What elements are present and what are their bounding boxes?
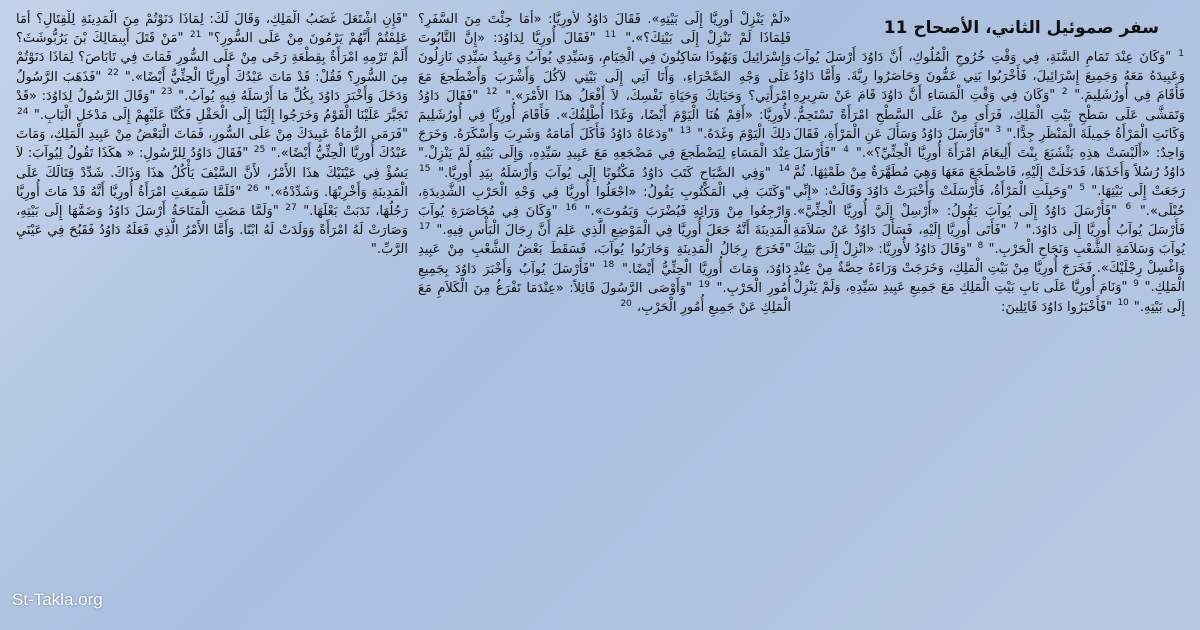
verse-number: 26 [247, 183, 259, 194]
verse-text: "وَدَعَاهُ دَاوُدُ فَأَكَلَ أَمَامَهُ وَشَرِبَ وَأَسْكَرَهُ. وَخَرَجَ عِنْدَ الْمَسَاءِ لِيَضْطَجعَ فِي مَضْجَعِهِ مَعَ عَبِيدِ سَيِّدِهِ، وَإِلَى بَيْتِهِ لَمْ يَنْزِلْ." [418, 127, 791, 162]
verse-number: 23 [161, 87, 173, 98]
verse-number: 22 [107, 68, 119, 79]
verse-number: 4 [843, 144, 849, 155]
verse-number: 24 [17, 106, 29, 117]
verse [619, 300, 632, 315]
verse-text: "فَأَتَى أُورِيَّا إِلَيْهِ، فَسَأَلَ دَاوُدُ عَنْ سَلاَمَةِ يُوآبَ وَسَلاَمَةِ الشَّعْبِ وَنَجَاحِ الْحَرْبِ." [793, 222, 1185, 258]
verse-number: 11 [604, 29, 617, 40]
verse-text: "فَقَالَ أُورِيَّا لِدَاوُدَ: «إِنَّ التَّابُوتَ وَإِسْرَائِيلَ وَيَهُوذَا سَاكِنُونَ فِي الْخِيَامِ، وَسَيِّدِي يُوآبُ وَعَبِيدُ سَيِّدِي نَازِلُونَ عَلَى وَجْهِ الصَّحْرَاءِ، وَأَنَا آتِي إِلَى بَيْتِي لآكُلَ وَأَشْرَبَ وَأَضْطَجعَ مَعَ امْرَأَتِي؟ وَحَيَاتِكَ وَحَيَاةِ نَفْسِكَ، لاَ أَفْعَلُ هذَا الأَمْرَ»." [418, 31, 791, 104]
verse [438, 166, 791, 181]
verse-text: «لَمْ يَنْزِلْ أُورِيَّا إِلَى بَيْتِهِ». فَقَالَ دَاوُدُ لأُورِيَّا: «أَمَا جِئْتَ مِنَ السَّفَرِ؟ فَلِمَاذَا لَمْ تَنْزِلْ إِلَى بَيْتِكَ؟»." [418, 12, 791, 47]
verse-number: 6 [1125, 202, 1132, 213]
verse-text: "فَأَرْسَلَ دَاوُدُ إِلَى يُوآبَ يَقُولُ: «أَرْسِلْ إِلَيَّ أُورِيَّا الْحِثِّيَّ». فَأَرْسَلَ يُوآبُ أُورِيَّا إِلَى دَاوُدَ." [793, 203, 1185, 238]
verse-number: 9 [1133, 279, 1139, 290]
text-column-right [793, 10, 1185, 585]
verse-text: "فَأَخْبَرُوا دَاوُدَ قَائِلِينَ: [1000, 299, 1113, 315]
verse-text: "وَكَانَ فِي وَقْتِ الْمَسَاءِ أَنَّ دَاوُدَ قَامَ عَنْ سَرِيرِهِ وَتَمَشَّى عَلَى سَطْحِ بَيْتِ الْمَلِكِ، فَرَأَى مِنْ عَلَى السَّطْحِ امْرَأَةً تَسْتَحِمُّ. وَكَانَتِ الْمَرْأَةُ جَمِيلَةَ الْمَنْظَرِ جِدًّا." [793, 88, 1185, 142]
verse-number: 13 [679, 125, 692, 136]
verse-text: "وَكَانَ فِي مُحَاصَرَةِ يُوآبَ الْمَدِينَةَ أَنَّهُ جَعَلَ أُورِيَّا فِي الْمَوْضِعِ الَّذِي عَلِمَ أَنَّ رِجَالَ الْبَأْسِ فِيهِ." [418, 204, 791, 239]
verse-text: "وَكَانَ عِنْدَ تَمَامِ السَّنَةِ، فِي وَقْتِ خُرُوجِ الْمُلُوكِ، أَنَّ دَاوُدَ أَرْسَلَ يُوآبَ وَعَبِيدَهُ مَعَهُ وَجَمِيعَ إِسْرَائِيلَ، فَأَخْرَبُوا بَنِي عَمُّونَ وَحَاصَرُوا رِبَّةَ. وَأَمَّا دَاوُدُ فَأَقَامَ فِي أُورُشَلِيمَ." [793, 50, 1185, 104]
verse-text: "فَقَالَ دَاوُدُ لأُورِيَّا: «أَقِمْ هُنَا الْيَوْمَ أَيْضًا، وَغَدًا أُطْلِقُكَ». فَأَقَامَ أُورِيَّا فِي أُورُشَلِيمَ ذلِكَ الْيَوْمَ وَغَدَهُ." [418, 88, 791, 143]
verse-list-right [793, 48, 1185, 317]
verse-text: "وَنَامَ أُورِيَّا عَلَى بَابِ بَيْتِ الْمَلِكِ مَعَ جَمِيعِ عَبِيدِ سَيِّدِهِ، وَلَمْ يَنْزِلْ إِلَى بَيْتِهِ." [793, 280, 1185, 315]
verse-number: 19 [698, 279, 710, 290]
verse-number: 1 [1178, 48, 1184, 59]
verse-number: 8 [977, 240, 984, 251]
verse-text: "وَكَتَبَ فِي الْمَكْتُوبِ يَقُولُ: «اجْعَلُوا أُورِيَّا فِي وَجْهِ الْحَرْبِ الشَّدِيدَةِ، وَارْجِعُوا مِنْ وَرَائِهِ فَيُضْرَبَ وَيَمُوتَ»." [418, 184, 791, 220]
verse-list-middle [418, 10, 791, 317]
site-watermark: St-Takla.org [12, 590, 103, 609]
verse-number: 5 [1079, 183, 1086, 194]
verse-number: 15 [419, 164, 431, 175]
verse-number: 10 [1117, 298, 1129, 309]
verse-text: "وَقَالَ دَاوُدُ لأُورِيَّا: «انْزِلْ إِلَى بَيْتِكَ وَاغْسِلْ رِجْلَيْكَ». فَخَرَجَ أُورِيَّا مِنْ بَيْتِ الْمَلِكِ، وَخَرَجَتْ وَرَاءَهُ حِصَّةٌ مِنْ عِنْدِ الْمَلِكِ." [793, 242, 1185, 296]
verse-text: "فَخَرَجَ رِجَالُ الْمَدِينَةِ وَحَارَبُوا يُوآبَ، فَسَقَطَ بَعْضُ الشَّعْبِ مِنْ عَبِيدِ دَاوُدَ، وَمَاتَ أُورِيَّا الْحِثِّيُّ أَيْضًا." [418, 242, 791, 277]
verse-number: 17 [419, 221, 431, 232]
verse-text: "وَقَالَ الرَّسُولُ لِدَاوُدَ: «قَدْ تَجَبَّرَ عَلَيْنَا الْقَوْمُ وَخَرَجُوا إِلَيْنَا إِلَى الْحَقْلِ فَكُنَّا عَلَيْهِمْ إِلَى مَدْخَلِ الْبَابِ." [16, 88, 408, 124]
verse-text: "فَأَرْسَلَ دَاوُدُ وَسَأَلَ عَنِ الْمَرْأَةِ، فَقَالَ وَاحِدٌ: «أَلَيْسَتْ هذِهِ بَثْشَبَعَ بِنْتَ أَلِيعَامَ امْرَأَةَ أُورِيَّا الْحِثِّيِّ؟»." [793, 126, 1185, 162]
verse-number: 16 [565, 202, 577, 213]
verse-number: 12 [485, 87, 498, 98]
verse-text: "فَلَمَّا سَمِعَتِ امْرَأَةُ أُورِيَّا أَنَّهُ قَدْ مَاتَ أُورِيَّا رَجُلُهَا، نَدَبَتْ بَعْلَهَا." [16, 184, 408, 220]
verse-number: 25 [253, 145, 266, 156]
text-column-left [16, 10, 408, 585]
verse-text: "وَلَمَّا مَضَتِ الْمَنَاحَةُ أَرْسَلَ دَاوُدُ وَضَمَّهَا إِلَى بَيْتِهِ، وَصَارَتْ لَهُ امْرَأَةً وَوَلَدَتْ لَهُ ابْنًا. وَأَمَّا الأَمْرُ الَّذِي فَعَلَهُ دَاوُدُ فَقَبُحَ فِي عَيْنَيِ الرَّبِّ." [16, 204, 408, 258]
chapter-title: سفر صموئيل الثاني، الأصحاح 11 [883, 18, 1159, 38]
verse-number: 18 [602, 260, 615, 271]
verse-text: "مَنْ قَتَلَ أَبِيمَالِكَ بْنَ يَرُبُّوشَثَ؟ أَلَمْ تَرْمِهِ امْرَأَةٌ بِقِطْعَةِ رَحًى مِنْ عَلَى السُّورِ فَمَاتَ فِي تَابَاصَ؟ لِمَاذَا دَنَوْتُمْ مِنَ السُّورِ؟ فَقُلْ: قَدْ مَاتَ عَبْدُكَ أُورِيَّا الْحِثِّيُّ أَيْضًا»." [16, 31, 408, 85]
verse-text: "فَرَمَى الرُّمَاةُ عَبِيدَكَ مِنْ عَلَى السُّورِ، فَمَاتَ الْبَعْضُ مِنْ عَبِيدِ الْمَلِكِ، وَمَاتَ عَبْدُكَ أُورِيَّا الْحِثِّيُّ أَيْضًا»." [16, 127, 408, 162]
verse-text: "وَأَوْصَى الرَّسُولَ قَائِلاً: «عِنْدَمَا تَفْرَغُ مِنَ الْكَلاَمِ مَعَ الْمَلِكِ عَنْ جَمِيعِ أُمُورِ الْحَرْبِ، [418, 280, 791, 316]
verse-list-left [16, 10, 408, 260]
verse-number: 3 [995, 125, 1002, 136]
verse-text: "وَفِي الصَّبَاحِ كَتَبَ دَاوُدُ مَكْتُوبًا إِلَى يُوآبَ وَأَرْسَلَهُ بِيَدِ أُورِيَّا." [438, 165, 771, 181]
verse-number: 7 [1013, 221, 1019, 232]
verse-text: "وَحَبِلَتِ الْمَرْأَةُ، فَأَرْسَلَتْ وَأَخْبَرَتْ دَاوُدَ وَقَالَتْ: «إِنِّي حُبْلَى»." [793, 184, 1185, 219]
verse-text: "فَذَهَبَ الرَّسُولُ وَدَخَلَ وَأَخْبَرَ دَاوُدَ بِكُلِّ مَا أَرْسَلَهُ فِيهِ يُوآبُ." [16, 69, 408, 104]
verse-number: 2 [1061, 87, 1068, 98]
verse-text: "فَأَرْسَلَ دَاوُدُ رُسُلاً وَأَخَذَهَا، فَدَخَلَتْ إِلَيْهِ، فَاضْطَجَعَ مَعَهَا وَهِيَ مُطَهَّرَةٌ مِنْ طَمْثِهَا. ثُمَّ رَجَعَتْ إِلَى بَيْتِهَا." [793, 146, 1185, 200]
verse-number: 14 [778, 164, 790, 175]
verse-number: 20 [620, 298, 632, 309]
verse-text: "فَقَالَ دَاوُدُ لِلرَّسُولِ: « هكَذَا تَقُولُ لِيُوآبَ: لاَ يَسُؤْ فِي عَيْنَيْكَ هذَا الأَمْرُ، لأَنَّ السَّيْفَ يَأْكُلُ هذَا وَذَاكَ. شَدِّدْ قِتَالَكَ عَلَى الْمَدِينَةِ وَأَخْرِبْهَا. وَشَدِّدْهُ»." [16, 146, 408, 200]
text-column-middle [418, 10, 791, 585]
verse-number: 21 [189, 29, 202, 40]
verse [1001, 300, 1130, 315]
verse-text: "فَأَرْسَلَ يُوآبُ وَأَخْبَرَ دَاوُدَ بِجَمِيعِ أُمُورِ الْحَرْبِ." [418, 261, 791, 296]
verse-number: 27 [285, 202, 297, 213]
verse-text: "فَإِنِ اشْتَعَلَ غَضَبُ الْمَلِكِ، وَقَالَ لَكَ: لِمَاذَا دَنَوْتُمْ مِنَ الْمَدِينَةِ لِلْقِتَالِ؟ أَمَا عَلِمْتُمْ أَنَّهُمْ يَرْمُونَ مِنْ عَلَى السُّورِ؟" [16, 12, 408, 47]
